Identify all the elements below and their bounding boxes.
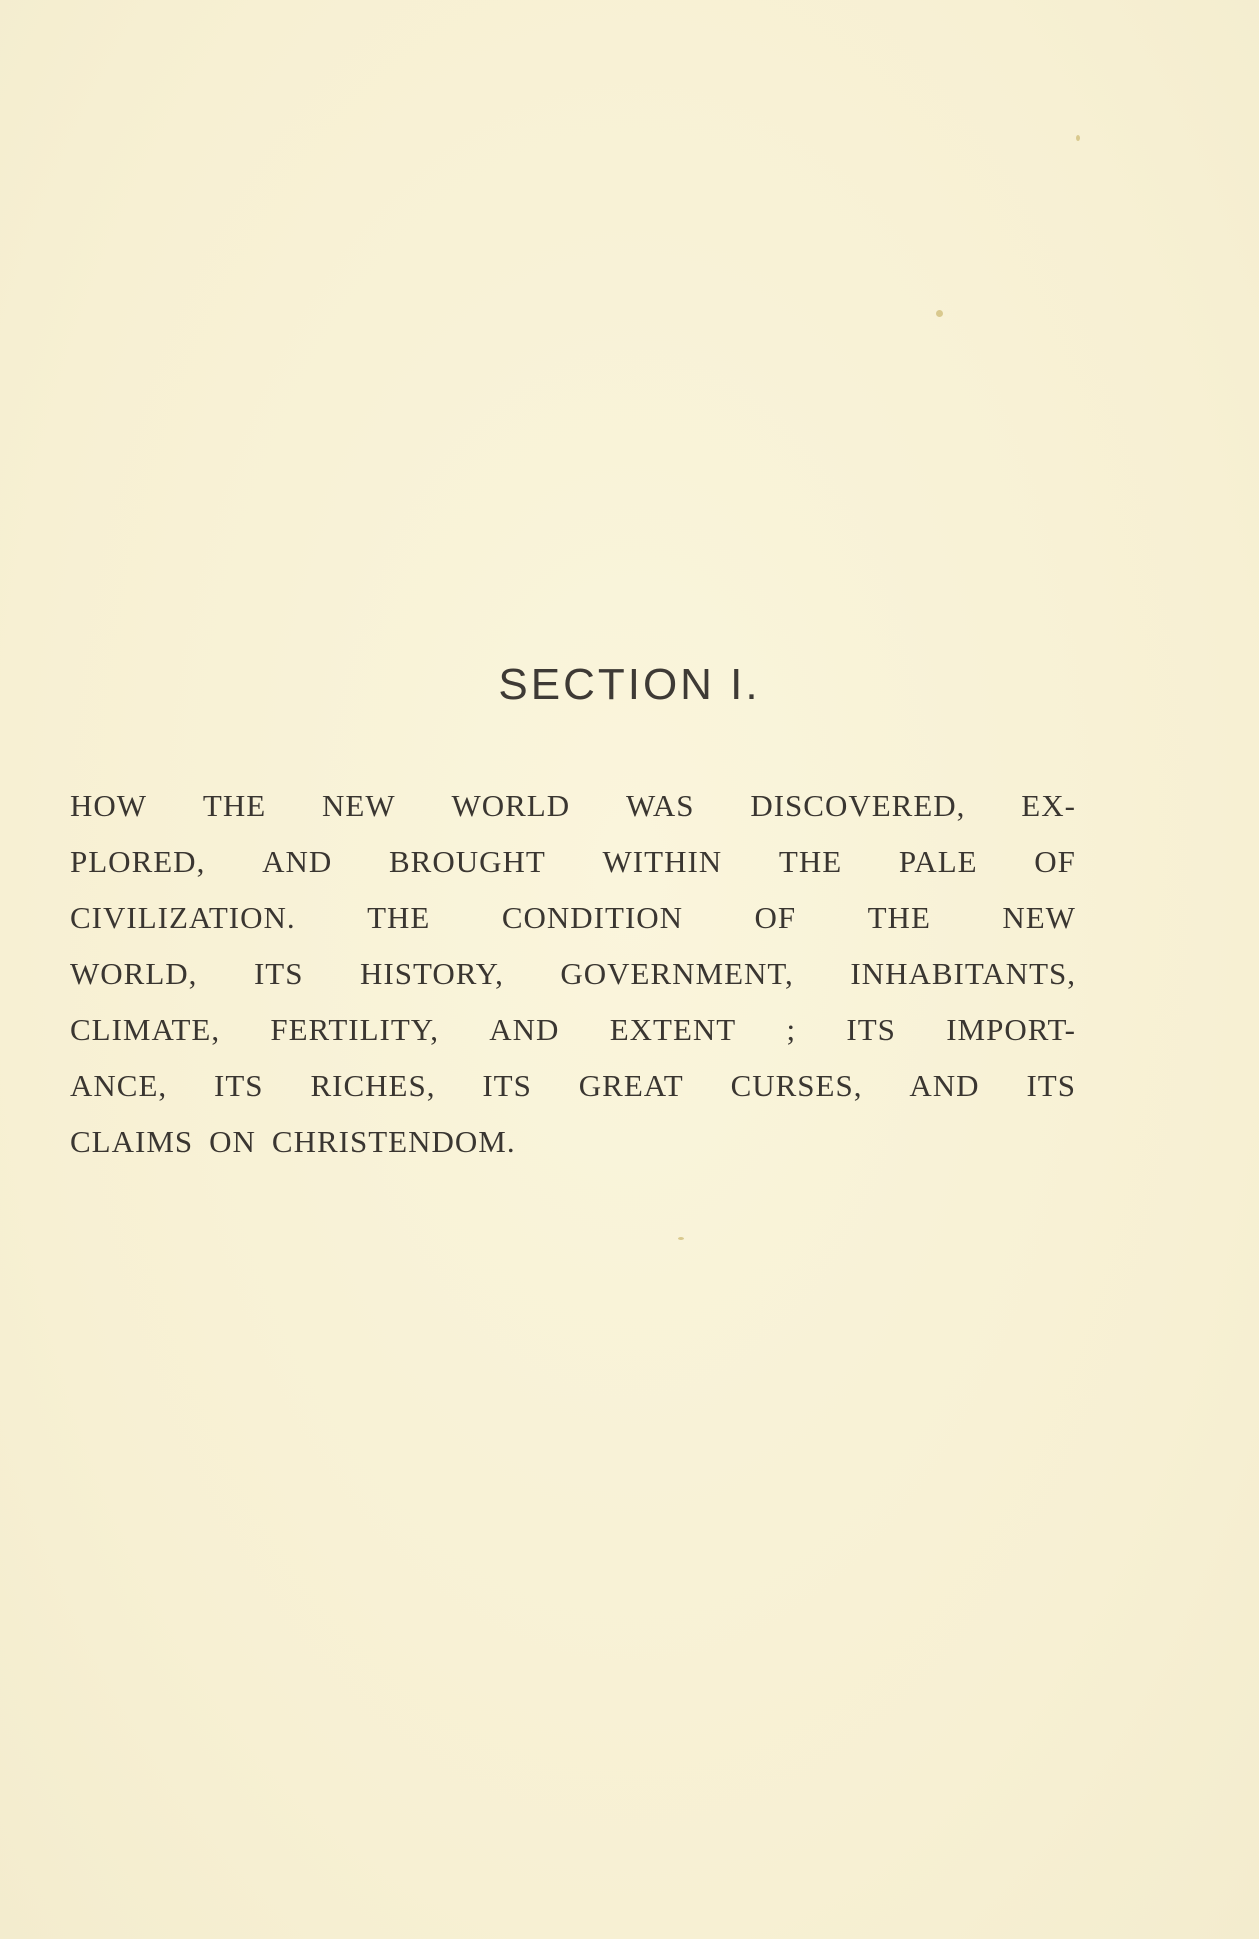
summary-word: THE [867, 900, 931, 935]
summary-word: FERTILITY, [270, 1012, 439, 1047]
summary-word: RICHES, [310, 1068, 436, 1103]
summary-word: OF [1034, 844, 1076, 879]
summary-word: PLORED, [70, 844, 206, 879]
summary-word: EXTENT [609, 1012, 737, 1047]
summary-word: NEW [1002, 900, 1076, 935]
summary-word: AND [489, 1012, 560, 1047]
summary-word: THE [367, 900, 431, 935]
summary-word: BROUGHT [388, 844, 546, 879]
summary-word: IMPORT- [946, 1012, 1076, 1047]
summary-word: ITS [214, 1068, 264, 1103]
summary-word: WORLD, [70, 956, 198, 991]
section-summary [70, 788, 1076, 1180]
summary-word: THE [778, 844, 843, 879]
paper-speck [1076, 135, 1080, 141]
summary-word: ITS [846, 1012, 896, 1047]
summary-word: AND [262, 844, 333, 879]
paper-speck [936, 310, 943, 317]
summary-word: NEW [322, 788, 396, 823]
summary-word: ON [209, 1124, 256, 1159]
summary-word: WAS [626, 788, 695, 823]
summary-word: DISCOVERED, [750, 788, 966, 823]
summary-word: ITS [1026, 1068, 1076, 1103]
summary-word: HISTORY, [360, 956, 504, 991]
summary-word: PALE [898, 844, 978, 879]
summary-word: GOVERNMENT, [560, 956, 794, 991]
section-title: SECTION I. [498, 660, 761, 709]
summary-word: CHRISTENDOM. [271, 1124, 516, 1159]
summary-word: WITHIN [602, 844, 723, 879]
summary-line [70, 900, 1076, 956]
summary-line [70, 1068, 1076, 1124]
summary-word: CLIMATE, [70, 1012, 221, 1047]
summary-line [70, 788, 1076, 844]
summary-word: CIVILIZATION. [70, 900, 296, 935]
summary-word: GREAT [578, 1068, 684, 1103]
paper-speck [678, 1237, 684, 1240]
summary-line [70, 1012, 1076, 1068]
summary-word: WORLD [451, 788, 571, 823]
summary-word: THE [202, 788, 267, 823]
summary-word: CONDITION [501, 900, 684, 935]
summary-word: CURSES, [730, 1068, 863, 1103]
summary-word: INHABITANTS, [850, 956, 1076, 991]
summary-line [70, 1124, 1076, 1180]
summary-word: ITS [253, 956, 304, 991]
summary-word: AND [909, 1068, 980, 1103]
summary-word: EX- [1021, 788, 1076, 823]
summary-word: CLAIMS [70, 1124, 194, 1159]
summary-word: ANCE, [70, 1068, 168, 1103]
summary-word: OF [754, 900, 797, 935]
summary-word: HOW [70, 788, 148, 823]
summary-word: ITS [482, 1068, 532, 1103]
summary-word: ; [786, 1012, 797, 1047]
summary-line [70, 844, 1076, 900]
summary-line [70, 956, 1076, 1012]
